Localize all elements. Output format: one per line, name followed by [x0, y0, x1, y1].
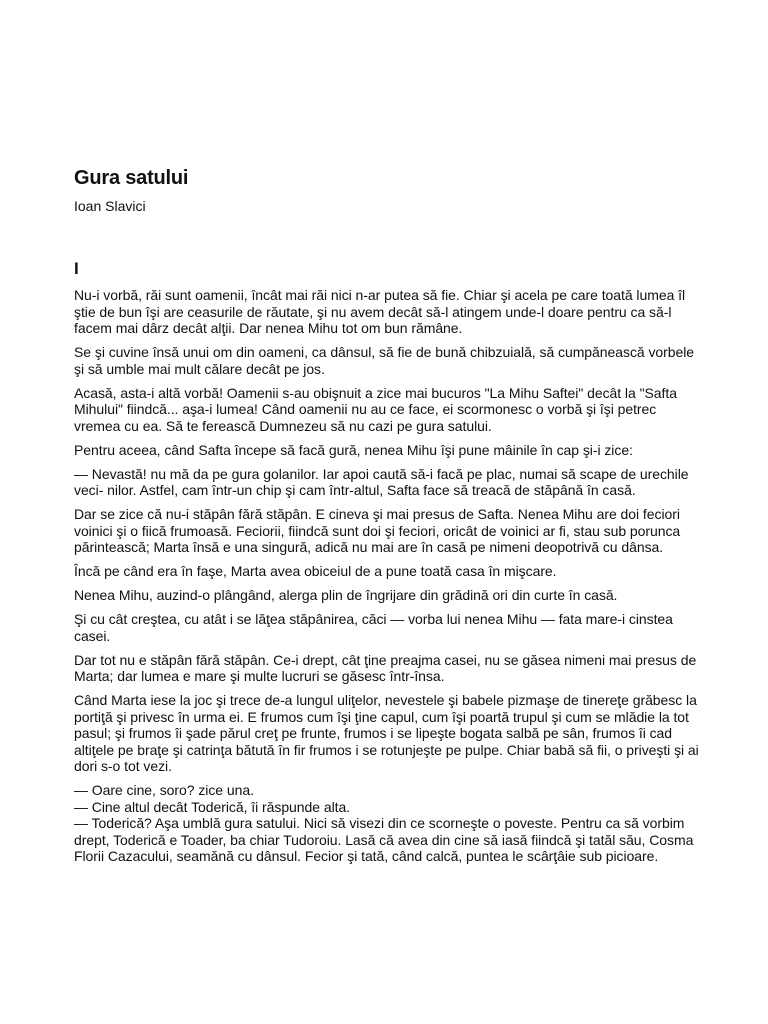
dialogue-line: — Cine altul decât Toderică, îi răspunde alta. — [74, 798, 351, 815]
paragraph: Încă pe când era în faşe, Marta avea obiceiul de a pune toată casa în mişcare. — [74, 563, 557, 579]
document-author: Ioan Slavici — [74, 198, 146, 214]
paragraph: Acasă, asta-i altă vorbă! Oamenii s-au obişnuit a zice mai bucuros "La Mihu Saftei" decât la "Safta Mihului" fiindcă... aşa-i lumea! Când oamenii nu au ce face, ei scormonesc o vorbă şi îşi petrec vremea cu ea. Să te ferească Dumnezeu să nu cazi pe gura satului. — [74, 384, 677, 434]
document-title: Gura satului — [74, 167, 189, 189]
dialogue-line: — Toderică? Aşa umblă gura satului. Nici să visezi din ce scorneşte o poveste. Pentru ca să vorbim drept, Toderică e Toader, ba chiar Tudoroiu. Lasă că avea din cine să iasă fiindcă şi tatăl său, Cosma Florii Cazacului, seamănă cu dânsul. Fecior şi tată, când calcă, puntea le scârţâie sub picioare. — [74, 815, 694, 864]
document-page — [74, 165, 699, 872]
paragraph: Şi cu cât creştea, cu atât i se lăţea stăpânirea, căci — vorba lui nenea Mihu — fata mare-i cinstea casei. — [74, 611, 673, 644]
chapter-heading: I — [74, 259, 79, 278]
paragraph: Nenea Mihu, auzind-o plângând, alerga plin de îngrijare din grădină ori din curte în casă. — [74, 587, 618, 603]
paragraph: Pentru aceea, când Safta începe să facă gură, nenea Mihu îşi pune mâinile în cap şi-i zice: — [74, 441, 633, 458]
paragraph: Dar se zice că nu-i stăpân fără stăpân. E cineva şi mai presus de Safta. Nenea Mihu are doi feciori voinici şi o fiică frumoasă. Feciorii, fiindcă sunt doi şi feciori, oricât de voinici ar fi, stau sub porunca părintească; Marta însă e una singură, adică nu mai are în casă pe nimeni deopotrivă cu dânsa. — [74, 506, 681, 555]
dialogue-block — [74, 782, 699, 865]
paragraph: Dar tot nu e stăpân fără stăpân. Ce-i drept, cât ţine preajma casei, nu se găsea nimeni mai presus de Marta; dar lumea e mare şi multe lucruri se găsesc într-însa. — [74, 651, 697, 684]
paragraph: Nu-i vorbă, răi sunt oamenii, încât mai răi nici n-ar putea să fie. Chiar şi acela pe care toată lumea îl ştie de bun îşi are ceasurile de răutate, şi nu avem decât să-l atingem unde-l doare pentru ca să-l facem mai dârz decât alţii. Dar nenea Mihu tot om bun rămâne. — [74, 287, 686, 336]
dialogue-line: — Oare cine, soro? zice una. — [74, 782, 254, 798]
paragraph: — Nevastă! nu mă da pe gura golanilor. Iar apoi caută să-i facă pe plac, numai să scape de urechile veci- nilor. Astfel, cam într-un chip şi cam într-altul, Safta face să treacă de stăpână în casă. — [74, 465, 689, 498]
paragraph: Când Marta iese la joc şi trece de-a lungul uliţelor, nevestele şi babele pizmaşe de tinereţe grăbesc la portiţă şi privesc în urma ei. E frumos cum îşi ţine capul, cum îşi poartă trupul şi cum se mlădie la tot pasul; şi frumos îi şade părul creţ pe frunte, frumos i se lipeşte bogata salbă pe sân, frumos îi cad altiţele pe braţe şi catrinţa bătută în fir frumos i se rotunjeşte pe pulpe. Chiar babă să fii, o priveşti şi ai dori s-o tot vezi. — [74, 692, 699, 774]
paragraph: Se şi cuvine însă unui om din oameni, ca dânsul, să fie de bună chibzuială, să cumpănească vorbele şi să umble mai mult călare decât pe jos. — [74, 344, 695, 377]
